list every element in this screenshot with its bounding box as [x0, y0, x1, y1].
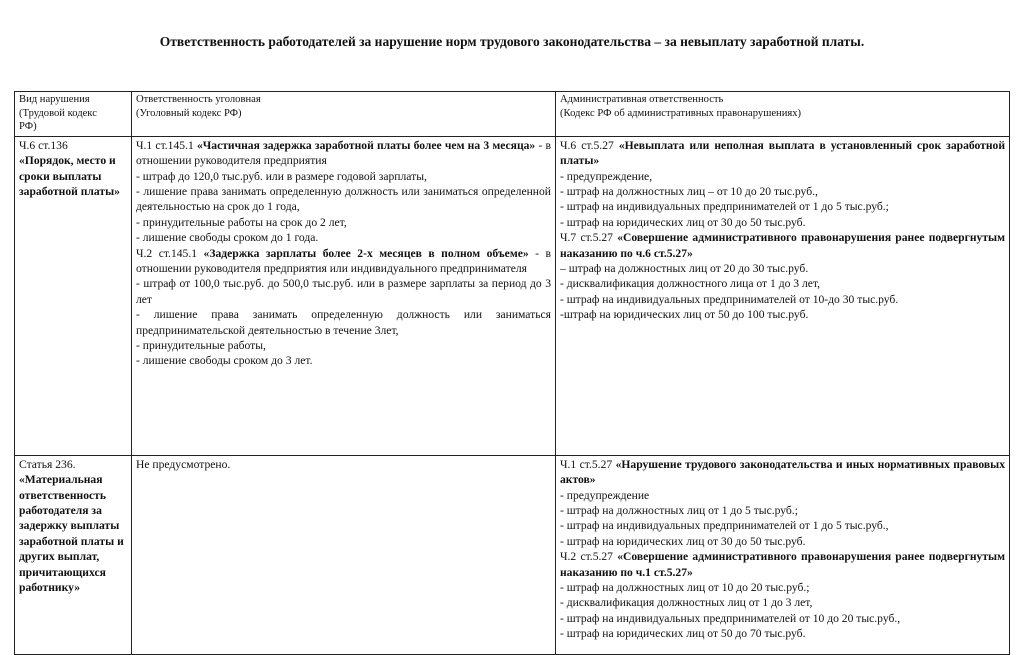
- header-criminal-liability: [132, 92, 556, 137]
- penalty-item: - лишение права занимать определенную должность или заниматься предпринимательской деятельностью в течение 3лет,: [136, 308, 551, 337]
- penalty-item: - штраф на индивидуальных предпринимателей от 10-до 30 тыс.руб.: [560, 292, 899, 306]
- table-header-row: [15, 92, 1010, 137]
- offense-title: «Нарушение трудового законодательства и иных нормативных правовых актов»: [560, 457, 1005, 487]
- article-ref: Ч.1 ст.5.27: [560, 457, 616, 471]
- administrative-paragraph: [560, 138, 1005, 169]
- offense-title: «Невыплата или неполная выплата в установленный срок заработной платы»: [560, 138, 1006, 168]
- header-administrative-liability: [556, 92, 1010, 137]
- penalty-item: - штраф до 120,0 тыс.руб. или в размере годовой зарплаты,: [136, 169, 427, 183]
- criminal-cell: [132, 136, 556, 455]
- offense-title: «Задержка зарплаты более 2-х месяцев в полном объеме»: [203, 246, 529, 260]
- article-ref: Ч.6 ст.136: [19, 138, 68, 152]
- penalty-item: - штраф от 100,0 тыс.руб. до 500,0 тыс.руб. или в размере зарплаты за период до 3 лет: [136, 277, 551, 306]
- penalty-item: - штраф на юридических лиц от 30 до 50 тыс.руб.: [560, 215, 806, 229]
- penalty-item: – штраф на должностных лиц от 20 до 30 тыс.руб.: [560, 262, 809, 276]
- penalty-item: - штраф на должностных лиц от 1 до 5 тыс.руб.;: [560, 504, 798, 517]
- table-row: [15, 455, 1010, 654]
- article-ref: Ч.7 ст.5.27: [560, 231, 618, 245]
- administrative-cell: [556, 455, 1010, 654]
- article-ref: Ч.2 ст.5.27: [560, 550, 618, 564]
- penalty-item: - предупреждение: [560, 488, 650, 502]
- offense-title: «Совершение административного правонарушения ранее подвергнутым наказанию по ч.6 ст.5.27»: [560, 231, 1006, 260]
- offense-title: «Совершение административного правонарушения ранее подвергнутым наказанию по ч.1 ст.5.27»: [560, 550, 1006, 579]
- administrative-paragraph: [560, 457, 1005, 488]
- table-row: [15, 136, 1010, 455]
- violation-cell: [15, 455, 132, 654]
- offense-subject: - в отношении руководителя предприятия или индивидуального предпринимателя: [136, 246, 551, 276]
- page-title: Ответственность работодателей за нарушение норм трудового законодательства – за невыплату заработной платы.: [159, 34, 865, 49]
- criminal-cell: [132, 455, 556, 654]
- article-ref: Ч.2 ст.145.1: [136, 246, 204, 260]
- header-text: Ответственность уголовная: [136, 94, 261, 105]
- not-provided-text: Не предусмотрено.: [136, 457, 231, 471]
- penalty-item: - принудительные работы на срок до 2 лет,: [136, 215, 347, 229]
- header-text: РФ): [19, 121, 37, 133]
- penalty-item: - лишение права занимать определенную должность или заниматься определенной деятельностью на срок до 1 года,: [136, 185, 551, 214]
- article-ref: Ч.1 ст.145.1: [136, 138, 197, 152]
- administrative-paragraph: [560, 230, 1005, 261]
- article-title: «Порядок, место и сроки выплаты заработной платы»: [19, 154, 120, 198]
- header-text: (Трудовой кодекс: [19, 107, 97, 119]
- penalty-item: - штраф на индивидуальных предпринимателей от 1 до 5 тыс.руб.,: [560, 519, 889, 533]
- penalty-item: - штраф на индивидуальных предпринимателей от 10 до 20 тыс.руб.,: [560, 611, 901, 625]
- penalty-item: - штраф на должностных лиц от 10 до 20 тыс.руб.;: [560, 581, 810, 595]
- criminal-paragraph: [136, 246, 551, 277]
- article-title: «Материальная ответственность работодателя за задержку выплаты заработной платы и других выплат, причитающихся работнику»: [19, 473, 124, 595]
- administrative-cell: [556, 136, 1010, 455]
- offense-title: «Частичная задержка заработной платы более чем на 3 месяца»: [196, 138, 536, 152]
- penalty-item: - дисквалификация должностных лиц от 1 до 3 лет,: [560, 596, 813, 610]
- responsibility-table: [14, 91, 1010, 655]
- penalty-item: - штраф на индивидуальных предпринимателей от 1 до 5 тыс.руб.;: [560, 200, 889, 214]
- penalty-item: - принудительные работы,: [136, 339, 266, 353]
- administrative-paragraph: [560, 549, 1005, 580]
- header-text: (Уголовный кодекс РФ): [136, 107, 242, 119]
- offense-subject: - в отношении руководителя предприятия: [136, 138, 551, 168]
- article-ref: Ч.6 ст.5.27: [560, 138, 619, 152]
- header-violation-type: [15, 92, 132, 137]
- criminal-paragraph: [136, 138, 551, 169]
- header-text: Административная ответственность: [560, 94, 724, 105]
- penalty-item: - предупреждение,: [560, 169, 653, 183]
- header-text: (Кодекс РФ об административных правонарушениях): [560, 107, 802, 119]
- penalty-item: - штраф на юридических лиц от 30 до 50 тыс.руб.: [560, 534, 806, 548]
- header-text: Вид нарушения: [19, 94, 90, 105]
- violation-cell: [15, 136, 132, 455]
- article-ref: Статья 236.: [19, 457, 76, 471]
- penalty-item: -штраф на юридических лиц от 50 до 100 тыс.руб.: [560, 308, 809, 322]
- penalty-item: - штраф на юридических лиц от 50 до 70 тыс.руб.: [560, 627, 806, 641]
- penalty-item: - дисквалификация должностного лица от 1 до 3 лет,: [560, 277, 821, 291]
- penalty-item: - штраф на должностных лиц – от 10 до 20 тыс.руб.,: [560, 185, 818, 198]
- penalty-item: - лишение свободы сроком до 1 года.: [136, 231, 319, 245]
- penalty-item: - лишение свободы сроком до 3 лет.: [136, 354, 313, 368]
